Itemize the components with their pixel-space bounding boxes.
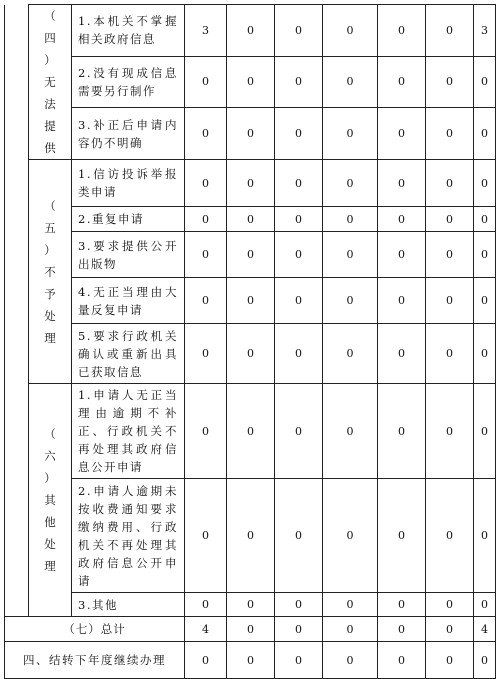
value-cell: 0 (275, 56, 323, 108)
value-cell: 0 (227, 232, 275, 278)
value-cell: 0 (275, 207, 323, 232)
table-row (5, 207, 496, 232)
item-label: 1.本机关不掌握相关政府信息 (72, 5, 185, 57)
group-label-char: ） (44, 471, 56, 485)
value-cell: 0 (227, 56, 275, 108)
item-label: 4.无正当理由大量反复申请 (72, 278, 185, 324)
value-cell: 0 (185, 593, 227, 617)
value-cell: 0 (426, 5, 474, 57)
table-row (5, 593, 496, 617)
value-cell: 0 (227, 5, 275, 57)
item-label: 1.申请人无正当理由逾期不补正、行政机关不再处理其政府信息公开申请 (72, 384, 185, 479)
indent-cell (5, 56, 29, 108)
indent-cell (5, 384, 29, 479)
indent-cell (5, 278, 29, 324)
value-cell: 0 (275, 479, 323, 593)
value-cell: 0 (323, 160, 378, 207)
value-cell: 4 (474, 617, 496, 642)
value-cell: 0 (323, 232, 378, 278)
indent-cell (5, 232, 29, 278)
value-cell: 0 (323, 384, 378, 479)
table-row (5, 324, 496, 384)
group-label-char: ） (44, 242, 56, 257)
group-label-char: （ (44, 9, 56, 23)
table-row (5, 384, 496, 479)
value-cell: 0 (474, 56, 496, 108)
value-cell: 0 (227, 324, 275, 384)
value-cell: 0 (426, 593, 474, 617)
group-label-char: 他 (44, 515, 56, 529)
group-label-char: 处 (44, 537, 56, 551)
indent-cell (5, 324, 29, 384)
value-cell: 0 (474, 479, 496, 593)
group-label-char: 五 (44, 220, 56, 235)
item-label: 3.其他 (72, 593, 185, 617)
value-cell: 0 (323, 324, 378, 384)
value-cell: 0 (378, 278, 426, 324)
value-cell: 0 (323, 479, 378, 593)
indent-cell (5, 108, 29, 160)
table-row (5, 232, 496, 278)
value-cell: 0 (426, 160, 474, 207)
value-cell: 0 (227, 617, 275, 642)
table-row (5, 160, 496, 207)
total-row (5, 617, 496, 642)
value-cell: 0 (474, 232, 496, 278)
value-cell: 3 (185, 5, 227, 57)
value-cell: 0 (323, 593, 378, 617)
value-cell: 0 (275, 5, 323, 57)
value-cell: 0 (378, 108, 426, 160)
value-cell: 0 (275, 278, 323, 324)
value-cell: 0 (227, 207, 275, 232)
item-label: 1.信访投诉举报类申请 (72, 160, 185, 207)
value-cell: 0 (185, 479, 227, 593)
value-cell: 0 (227, 593, 275, 617)
value-cell: 0 (426, 108, 474, 160)
value-cell: 0 (426, 384, 474, 479)
value-cell: 0 (227, 108, 275, 160)
group-label-cell (29, 384, 72, 617)
value-cell: 0 (275, 232, 323, 278)
total-row-label: （七）总计 (5, 617, 185, 642)
value-cell: 0 (426, 617, 474, 642)
value-cell: 0 (323, 642, 378, 679)
group-label-char: ） (44, 53, 56, 67)
value-cell: 0 (227, 160, 275, 207)
value-cell: 0 (378, 384, 426, 479)
value-cell: 0 (474, 207, 496, 232)
value-cell: 0 (275, 593, 323, 617)
item-label: 3.要求提供公开出版物 (72, 232, 185, 278)
value-cell: 0 (323, 617, 378, 642)
value-cell: 0 (426, 232, 474, 278)
value-cell: 0 (275, 617, 323, 642)
indent-cell (5, 207, 29, 232)
group-label-char: 法 (44, 97, 56, 111)
group-label-char: 处 (44, 308, 56, 323)
group-label-char: 不 (44, 264, 56, 279)
value-cell: 0 (426, 642, 474, 679)
value-cell: 0 (185, 324, 227, 384)
item-label: 2.重复申请 (72, 207, 185, 232)
item-label: 2.申请人逾期未按收费通知要求缴纳费用、行政机关不再处理其政府信息公开申请 (72, 479, 185, 593)
value-cell: 0 (474, 108, 496, 160)
value-cell: 0 (426, 324, 474, 384)
value-cell: 0 (275, 108, 323, 160)
group-label-char: 理 (44, 330, 56, 345)
carryover-row-label: 四、结转下年度继续办理 (5, 642, 185, 679)
value-cell: 0 (378, 232, 426, 278)
table-row (5, 108, 496, 160)
value-cell: 0 (378, 479, 426, 593)
value-cell: 0 (378, 324, 426, 384)
item-label: 3.补正后申请内容仍不明确 (72, 108, 185, 160)
group-label-cell (29, 160, 72, 384)
value-cell: 3 (474, 5, 496, 57)
value-cell: 0 (185, 384, 227, 479)
value-cell: 0 (227, 479, 275, 593)
value-cell: 0 (378, 56, 426, 108)
table-row (5, 5, 496, 57)
group-label-char: 其 (44, 493, 56, 507)
value-cell: 0 (426, 278, 474, 324)
carryover-row (5, 642, 496, 679)
value-cell: 0 (275, 642, 323, 679)
value-cell: 0 (185, 278, 227, 324)
value-cell: 0 (378, 160, 426, 207)
value-cell: 0 (275, 384, 323, 479)
value-cell: 0 (185, 56, 227, 108)
value-cell: 0 (426, 56, 474, 108)
group-label-char: 提 (44, 119, 56, 133)
value-cell: 0 (323, 108, 378, 160)
value-cell: 0 (474, 324, 496, 384)
value-cell: 0 (474, 593, 496, 617)
value-cell: 0 (323, 207, 378, 232)
table-row (5, 278, 496, 324)
table-row (5, 56, 496, 108)
value-cell: 0 (378, 207, 426, 232)
value-cell: 0 (474, 642, 496, 679)
value-cell: 0 (378, 593, 426, 617)
item-label: 5.要求行政机关确认或重新出具已获取信息 (72, 324, 185, 384)
table-row (5, 479, 496, 593)
value-cell: 0 (378, 617, 426, 642)
indent-cell (5, 479, 29, 593)
value-cell: 0 (474, 160, 496, 207)
value-cell: 0 (323, 5, 378, 57)
item-label: 2.没有现成信息需要另行制作 (72, 56, 185, 108)
value-cell: 0 (275, 160, 323, 207)
group-label-char: 予 (44, 286, 56, 301)
indent-cell (5, 160, 29, 207)
value-cell: 0 (227, 384, 275, 479)
value-cell: 0 (474, 384, 496, 479)
indent-cell (5, 593, 29, 617)
value-cell: 0 (185, 232, 227, 278)
value-cell: 0 (426, 207, 474, 232)
group-label-char: 四 (44, 31, 56, 45)
value-cell: 0 (227, 278, 275, 324)
value-cell: 0 (185, 160, 227, 207)
group-label-char: 六 (44, 449, 56, 463)
value-cell: 0 (275, 324, 323, 384)
group-label-char: （ (44, 198, 56, 213)
value-cell: 0 (378, 5, 426, 57)
value-cell: 0 (378, 642, 426, 679)
value-cell: 0 (185, 108, 227, 160)
group-label-char: 供 (44, 141, 56, 155)
value-cell: 0 (426, 479, 474, 593)
value-cell: 0 (323, 56, 378, 108)
value-cell: 4 (185, 617, 227, 642)
value-cell: 0 (323, 278, 378, 324)
group-label-char: 理 (44, 559, 56, 573)
value-cell: 0 (185, 207, 227, 232)
group-label-char: （ (44, 427, 56, 441)
value-cell: 0 (227, 642, 275, 679)
value-cell: 0 (185, 642, 227, 679)
disclosure-table (4, 4, 496, 679)
group-label-cell (29, 5, 72, 160)
group-label-char: 无 (44, 75, 56, 89)
indent-cell (5, 5, 29, 57)
value-cell: 0 (474, 278, 496, 324)
